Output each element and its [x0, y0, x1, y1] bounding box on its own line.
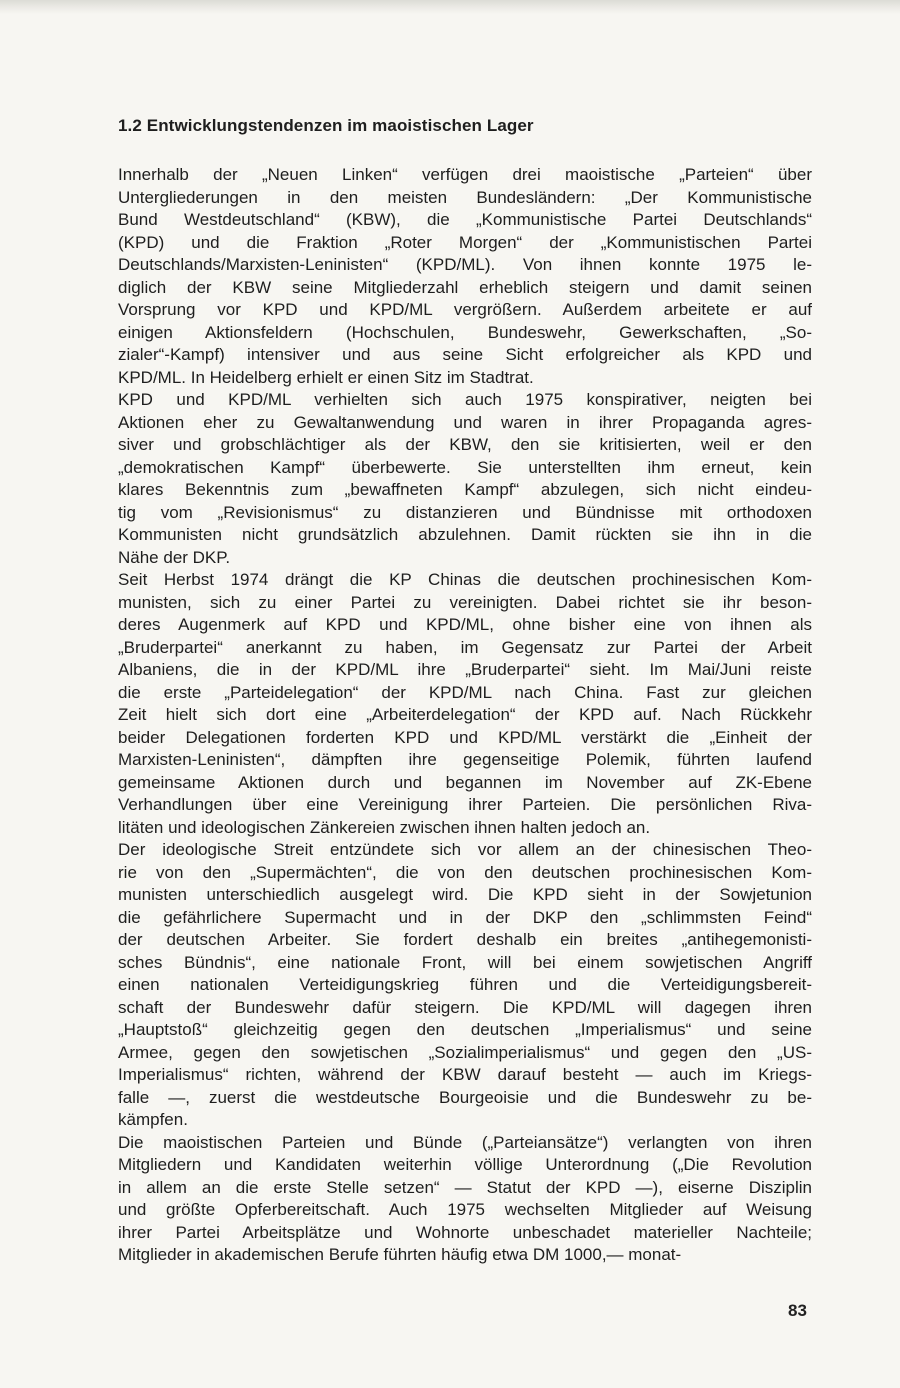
text-line: Die maoistischen Parteien und Bünde („Parteiansätze“) verlangten von ihren: [118, 1132, 812, 1152]
text-line: kämpfen.: [118, 1110, 188, 1129]
text-line: Marxisten-Leninisten“, dämpften ihre gegenseitige Polemik, führten laufend: [118, 750, 812, 769]
text-line: tig vom „Revisionismus“ zu distanzieren und Bündnisse mit orthodoxen: [118, 502, 812, 522]
text-line: Seit Herbst 1974 drängt die KP Chinas die deutschen prochinesischen Kom-: [118, 570, 812, 589]
text-line: „demokratischen Kampf“ überbewerte. Sie unterstellten ihm erneut, kein: [118, 457, 812, 477]
paragraph: [118, 839, 812, 1132]
text-line: der deutschen Arbeiter. Sie fordert deshalb ein breites „antihegemonisti-: [118, 930, 812, 949]
text-line: klares Bekenntnis zum „bewaffneten Kampf“ abzulegen, sich nicht eindeu-: [118, 480, 812, 499]
text-line: diglich der KBW seine Mitgliederzahl erheblich steigern und damit seinen: [118, 277, 812, 297]
text-line: Mitgliedern und Kandidaten weiterhin völlige Unterordnung („Die Revolution: [118, 1155, 812, 1174]
section-heading: 1.2 Entwicklungstendenzen im maoistischen Lager: [118, 116, 534, 135]
text-line: litäten und ideologischen Zänkereien zwischen ihnen halten jedoch an.: [118, 817, 651, 837]
text-line: und größte Opferbereitschaft. Auch 1975 wechselten Mitglieder auf Weisung: [118, 1200, 812, 1219]
paragraph: [118, 389, 812, 569]
document-page: [118, 114, 812, 1267]
text-line: schaft der Bundeswehr dafür steigern. Die KPD/ML will dagegen ihren: [118, 997, 812, 1017]
text-line: in allem an die erste Stelle setzen“ — Statut der KPD —), eiserne Disziplin: [118, 1177, 812, 1197]
text-line: Bund Westdeutschland“ (KBW), die „Kommunistische Partei Deutschlands“: [118, 210, 812, 229]
text-line: rie von den „Supermächten“, die von den deutschen prochinesischen Kom-: [118, 862, 812, 882]
text-line: munisten unterschiedlich ausgelegt wird. Die KPD sieht in der Sowjetunion: [118, 885, 812, 904]
text-line: „Hauptstoß“ gleichzeitig gegen den deutschen „Imperialismus“ und seine: [118, 1020, 812, 1039]
text-line: Imperialismus“ richten, während der KBW darauf besteht — auch im Kriegs-: [118, 1065, 812, 1084]
text-line: KPD und KPD/ML verhielten sich auch 1975 konspirativer, neigten bei: [118, 390, 812, 409]
text-line: Aktionen eher zu Gewaltanwendung und waren in ihrer Propaganda agres-: [118, 412, 812, 432]
text-line: Zeit hielt sich dort eine „Arbeiterdelegation“ der KPD auf. Nach Rückkehr: [118, 705, 812, 724]
paragraph: [118, 1132, 812, 1267]
text-line: Innerhalb der „Neuen Linken“ verfügen drei maoistische „Parteien“ über: [118, 165, 812, 184]
text-line: Der ideologische Streit entzündete sich vor allem an der chinesischen Theo-: [118, 840, 812, 859]
text-line: ihrer Partei Arbeitsplätze und Wohnorte unbeschadet materieller Nachteile;: [118, 1222, 812, 1242]
text-line: Armee, gegen den sowjetischen „Sozialimperialismus“ und gegen den „US-: [118, 1042, 812, 1062]
text-line: falle —, zuerst die westdeutsche Bourgeoisie und die Bundeswehr zu be-: [118, 1087, 812, 1107]
paragraph: [118, 569, 812, 839]
paragraph: [118, 164, 812, 389]
text-line: gemeinsame Aktionen durch und begannen im November auf ZK-Ebene: [118, 772, 812, 792]
text-line: siver und grobschlächtiger als der KBW, den sie kritisierten, weil er den: [118, 435, 812, 454]
text-line: deres Augenmerk auf KPD und KPD/ML, ohne bisher eine von ihnen als: [118, 615, 812, 634]
text-line: Vorsprung vor KPD und KPD/ML vergrößern. Außerdem arbeitete er auf: [118, 300, 812, 319]
text-line: Kommunisten nicht grundsätzlich abzulehnen. Damit rückten sie ihn in die: [118, 525, 812, 544]
text-line: Deutschlands/Marxisten-Leninisten“ (KPD/ML). Von ihnen konnte 1975 le-: [118, 255, 812, 274]
scan-top-edge: [0, 0, 900, 14]
text-line: einen nationalen Verteidigungskrieg führen und die Verteidigungsbereit-: [118, 975, 812, 994]
text-line: einigen Aktionsfeldern (Hochschulen, Bundeswehr, Gewerkschaften, „So-: [118, 322, 812, 342]
text-line: die erste „Parteidelegation“ der KPD/ML nach China. Fast zur gleichen: [118, 682, 812, 702]
text-line: Verhandlungen über eine Vereinigung ihrer Parteien. Die persönlichen Riva-: [118, 795, 812, 814]
text-line: (KPD) und die Fraktion „Roter Morgen“ der „Kommunistischen Partei: [118, 232, 812, 252]
text-line: beider Delegationen forderten KPD und KPD/ML verstärkt die „Einheit der: [118, 727, 812, 747]
text-line: „Bruderpartei“ anerkannt zu haben, im Gegensatz zur Partei der Arbeit: [118, 637, 812, 657]
page-number: 83: [788, 1301, 807, 1320]
text-line: zialer“-Kampf) intensiver und aus seine Sicht erfolgreicher als KPD und: [118, 345, 812, 364]
text-line: Nähe der DKP.: [118, 547, 231, 567]
body-text: [118, 164, 812, 1267]
text-line: Mitglieder in akademischen Berufe führten häufig etwa DM 1000,— monat-: [118, 1245, 682, 1264]
text-line: Albaniens, die in der KPD/ML ihre „Bruderpartei“ sieht. Im Mai/Juni reiste: [118, 660, 812, 679]
text-line: die gefährlichere Supermacht und in der DKP den „schlimmsten Feind“: [118, 907, 812, 927]
text-line: Untergliederungen in den meisten Bundesländern: „Der Kommunistische: [118, 187, 812, 207]
text-line: sches Bündnis“, eine nationale Front, will bei einem sowjetischen Angriff: [118, 952, 812, 972]
text-line: KPD/ML. In Heidelberg erhielt er einen Sitz im Stadtrat.: [118, 367, 534, 387]
text-line: munisten, sich zu einer Partei zu vereinigten. Dabei richtet sie ihr beson-: [118, 592, 812, 612]
